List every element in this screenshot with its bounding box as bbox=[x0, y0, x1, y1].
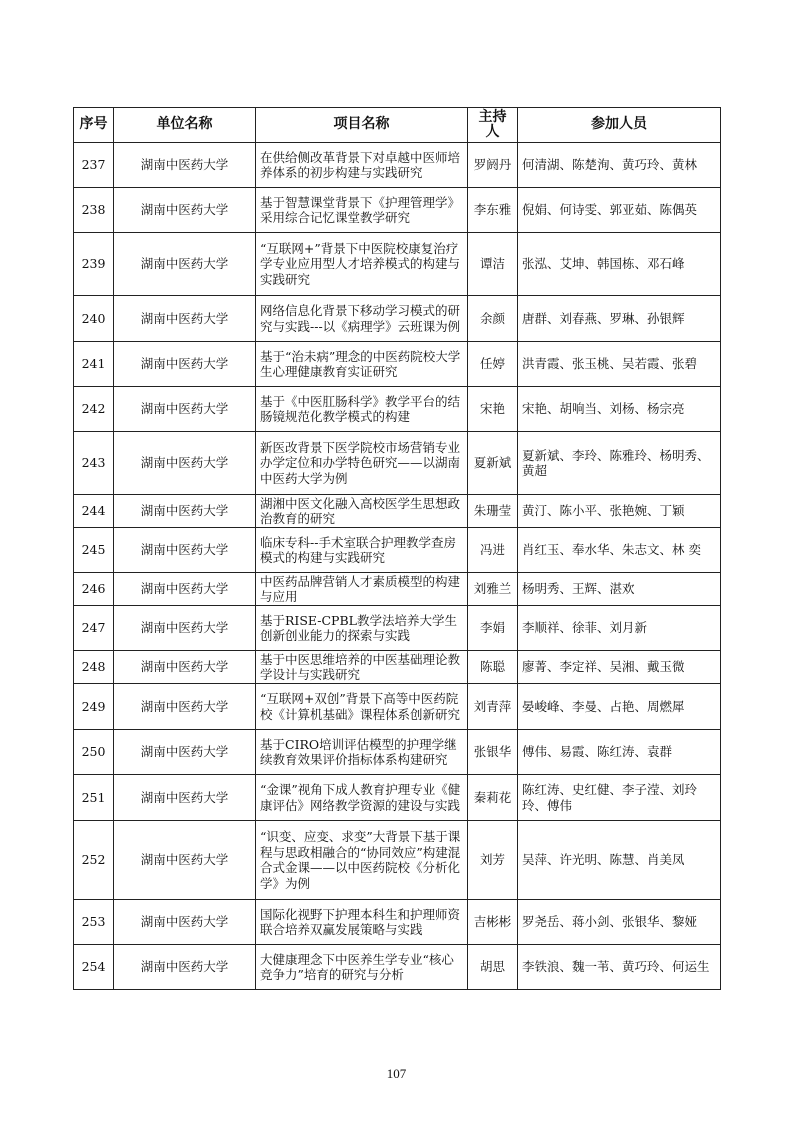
cell-members: 李顺祥、徐菲、刘月新 bbox=[518, 606, 721, 651]
cell-members: 傅伟、易霞、陈红涛、袁群 bbox=[518, 730, 721, 775]
cell-unit: 湖南中医药大学 bbox=[114, 296, 256, 342]
cell-project: “互联网+双创”背景下高等中医药院校《计算机基础》课程体系创新研究 bbox=[256, 684, 468, 730]
cell-host: 张银华 bbox=[468, 730, 518, 775]
cell-host: 李娟 bbox=[468, 606, 518, 651]
cell-unit: 湖南中医药大学 bbox=[114, 495, 256, 528]
project-table bbox=[73, 107, 721, 990]
table-row bbox=[74, 143, 721, 188]
cell-unit: 湖南中医药大学 bbox=[114, 651, 256, 684]
cell-members: 唐群、刘春燕、罗琳、孙银辉 bbox=[518, 296, 721, 342]
table-row bbox=[74, 945, 721, 990]
cell-seq: 254 bbox=[74, 945, 114, 990]
header-unit: 单位名称 bbox=[114, 108, 256, 143]
cell-unit: 湖南中医药大学 bbox=[114, 387, 256, 432]
cell-seq: 238 bbox=[74, 188, 114, 233]
cell-host: 刘青萍 bbox=[468, 684, 518, 730]
header-project: 项目名称 bbox=[256, 108, 468, 143]
cell-seq: 241 bbox=[74, 342, 114, 387]
cell-project: 基于智慧课堂背景下《护理管理学》采用综合记忆课堂教学研究 bbox=[256, 188, 468, 233]
header-members: 参加人员 bbox=[518, 108, 721, 143]
cell-unit: 湖南中医药大学 bbox=[114, 432, 256, 495]
table-header-row bbox=[74, 108, 721, 143]
cell-unit: 湖南中医药大学 bbox=[114, 730, 256, 775]
cell-seq: 245 bbox=[74, 528, 114, 573]
cell-members: 夏新斌、李玲、陈雅玲、杨明秀、黄超 bbox=[518, 432, 721, 495]
cell-members: 杨明秀、王辉、湛欢 bbox=[518, 573, 721, 606]
cell-host: 刘雅兰 bbox=[468, 573, 518, 606]
cell-unit: 湖南中医药大学 bbox=[114, 821, 256, 900]
table-row bbox=[74, 342, 721, 387]
cell-unit: 湖南中医药大学 bbox=[114, 606, 256, 651]
cell-seq: 243 bbox=[74, 432, 114, 495]
table-row bbox=[74, 188, 721, 233]
cell-project: “互联网+”背景下中医院校康复治疗学专业应用型人才培养模式的构建与实践研究 bbox=[256, 233, 468, 296]
cell-project: 临床专科--手术室联合护理教学查房模式的构建与实践研究 bbox=[256, 528, 468, 573]
table-row bbox=[74, 233, 721, 296]
cell-unit: 湖南中医药大学 bbox=[114, 775, 256, 821]
cell-host: 任婷 bbox=[468, 342, 518, 387]
table-row bbox=[74, 296, 721, 342]
cell-members: 何清湖、陈楚洵、黄巧玲、黄林 bbox=[518, 143, 721, 188]
cell-project: 网络信息化背景下移动学习模式的研究与实践---以《病理学》云班课为例 bbox=[256, 296, 468, 342]
cell-host: 冯进 bbox=[468, 528, 518, 573]
cell-members: 李铁浪、魏一苇、黄巧玲、何运生 bbox=[518, 945, 721, 990]
cell-members: 罗尧岳、蒋小剑、张银华、黎娅 bbox=[518, 900, 721, 945]
cell-members: 张泓、艾坤、韩国栋、邓石峰 bbox=[518, 233, 721, 296]
table-row bbox=[74, 495, 721, 528]
cell-members: 倪娟、何诗雯、郭亚茹、陈偶英 bbox=[518, 188, 721, 233]
cell-unit: 湖南中医药大学 bbox=[114, 143, 256, 188]
cell-project: 在供给侧改革背景下对卓越中医师培养体系的初步构建与实践研究 bbox=[256, 143, 468, 188]
header-host: 主持人 bbox=[468, 108, 518, 143]
cell-host: 吉彬彬 bbox=[468, 900, 518, 945]
cell-members: 廖菁、李定祥、吴湘、戴玉微 bbox=[518, 651, 721, 684]
table-row bbox=[74, 684, 721, 730]
cell-members: 黄汀、陈小平、张艳婉、丁颖 bbox=[518, 495, 721, 528]
cell-unit: 湖南中医药大学 bbox=[114, 342, 256, 387]
cell-host: 夏新斌 bbox=[468, 432, 518, 495]
table-row bbox=[74, 387, 721, 432]
table-row bbox=[74, 651, 721, 684]
cell-seq: 248 bbox=[74, 651, 114, 684]
cell-members: 晏峻峰、李曼、占艳、周燃犀 bbox=[518, 684, 721, 730]
cell-project: 基于CIRO培训评估模型的护理学继续教育效果评价指标体系构建研究 bbox=[256, 730, 468, 775]
cell-host: 谭洁 bbox=[468, 233, 518, 296]
header-seq: 序号 bbox=[74, 108, 114, 143]
cell-project: 大健康理念下中医养生学专业“核心竞争力”培育的研究与分析 bbox=[256, 945, 468, 990]
table-row bbox=[74, 821, 721, 900]
cell-seq: 237 bbox=[74, 143, 114, 188]
cell-members: 肖红玉、奉水华、朱志文、林 奕 bbox=[518, 528, 721, 573]
cell-project: 湖湘中医文化融入高校医学生思想政治教育的研究 bbox=[256, 495, 468, 528]
table-body bbox=[74, 143, 721, 990]
cell-unit: 湖南中医药大学 bbox=[114, 528, 256, 573]
page-number: 107 bbox=[386, 1066, 407, 1081]
cell-seq: 239 bbox=[74, 233, 114, 296]
table-row bbox=[74, 432, 721, 495]
cell-project: “金课”视角下成人教育护理专业《健康评估》网络教学资源的建设与实践 bbox=[256, 775, 468, 821]
cell-seq: 246 bbox=[74, 573, 114, 606]
cell-host: 秦莉花 bbox=[468, 775, 518, 821]
cell-seq: 247 bbox=[74, 606, 114, 651]
cell-host: 李东雅 bbox=[468, 188, 518, 233]
cell-seq: 251 bbox=[74, 775, 114, 821]
cell-project: 基于RISE-CPBL教学法培养大学生创新创业能力的探索与实践 bbox=[256, 606, 468, 651]
table-row bbox=[74, 900, 721, 945]
table-row bbox=[74, 730, 721, 775]
cell-seq: 240 bbox=[74, 296, 114, 342]
cell-members: 宋艳、胡响当、刘杨、杨宗亮 bbox=[518, 387, 721, 432]
cell-unit: 湖南中医药大学 bbox=[114, 684, 256, 730]
cell-seq: 249 bbox=[74, 684, 114, 730]
cell-host: 朱珊莹 bbox=[468, 495, 518, 528]
cell-members: 吴萍、许光明、陈慧、肖美凤 bbox=[518, 821, 721, 900]
cell-seq: 242 bbox=[74, 387, 114, 432]
cell-host: 罗阏丹 bbox=[468, 143, 518, 188]
cell-unit: 湖南中医药大学 bbox=[114, 188, 256, 233]
cell-unit: 湖南中医药大学 bbox=[114, 573, 256, 606]
cell-project: 新医改背景下医学院校市场营销专业办学定位和办学特色研究——以湖南中医药大学为例 bbox=[256, 432, 468, 495]
cell-project: 国际化视野下护理本科生和护理师资联合培养双赢发展策略与实践 bbox=[256, 900, 468, 945]
cell-project: “识变、应变、求变”大背景下基于课程与思政相融合的“协同效应”构建混合式金课——以中医药院校《分析化学》为例 bbox=[256, 821, 468, 900]
cell-host: 胡思 bbox=[468, 945, 518, 990]
cell-host: 余颜 bbox=[468, 296, 518, 342]
cell-project: 中医药品牌营销人才素质模型的构建与应用 bbox=[256, 573, 468, 606]
cell-members: 陈红涛、史红健、李子滢、刘玲玲、傅伟 bbox=[518, 775, 721, 821]
cell-seq: 252 bbox=[74, 821, 114, 900]
cell-project: 基于“治未病”理念的中医药院校大学生心理健康教育实证研究 bbox=[256, 342, 468, 387]
cell-seq: 244 bbox=[74, 495, 114, 528]
cell-host: 陈聪 bbox=[468, 651, 518, 684]
cell-project: 基于《中医肛肠科学》教学平台的结肠镜规范化教学模式的构建 bbox=[256, 387, 468, 432]
cell-seq: 253 bbox=[74, 900, 114, 945]
cell-unit: 湖南中医药大学 bbox=[114, 233, 256, 296]
table-row bbox=[74, 606, 721, 651]
cell-host: 刘芳 bbox=[468, 821, 518, 900]
cell-host: 宋艳 bbox=[468, 387, 518, 432]
table-row bbox=[74, 775, 721, 821]
cell-seq: 250 bbox=[74, 730, 114, 775]
cell-project: 基于中医思维培养的中医基础理论教学设计与实践研究 bbox=[256, 651, 468, 684]
table-row bbox=[74, 573, 721, 606]
cell-unit: 湖南中医药大学 bbox=[114, 945, 256, 990]
cell-members: 洪青霞、张玉桃、吴若霞、张碧 bbox=[518, 342, 721, 387]
cell-unit: 湖南中医药大学 bbox=[114, 900, 256, 945]
table-row bbox=[74, 528, 721, 573]
